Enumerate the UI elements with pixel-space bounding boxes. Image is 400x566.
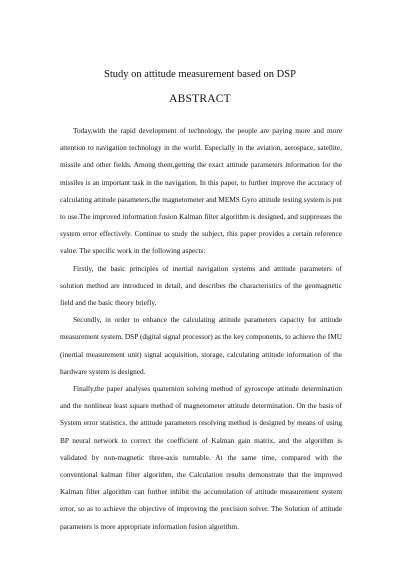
abstract-paragraph-intro: Today,with the rapid development of technology, the people are paying more and more attention to navigation technology in the world. Especially in the aviation, aerospace, satellite, missile and other fields. Among them,getting the exact attitude parameters information for the missiles is an important task in the navigation. In this paper, to further improve the accuracy of calculating attitude parameters,the magnetometer and MEMS Gyro attitude testing system is put to use.The improved information fusion Kalman filter algorithm is designed, and suppresses the system error effectively. Continue to study the subject, this paper provides a certain reference value. The specific work in the following aspects:	[60, 126, 342, 256]
abstract-heading: ABSTRACT	[169, 93, 231, 105]
abstract-body	[60, 122, 342, 535]
abstract-paragraph-firstly: Firstly, the basic principles of inertial navigation systems and attitude parameters of solution method are introduced in detail, and describes the characteristics of the geomagnetic field and the basic theory briefly.	[60, 263, 342, 308]
document-title: Study on attitude measurement based on DSP	[104, 69, 296, 80]
abstract-paragraph-secondly: Secondly, in order to enhance the calculating attitude parameters capacity for attitude measurement system, DSP (digital signal processor) as the key components, to achieve the IMU (inertial measurement unit) signal acquisition, storage, calculating attitude information of the hardware system is designed.	[60, 315, 342, 376]
abstract-paragraph-finally: Finally,the paper analyses quaternion solving method of gyroscope attitude determination and the nonlinear least square method of magnetometer attitude determination. On the basis of System error statistics, the attitude parameters resolving method is designed by means of using BP neural network to correct the coefficient of Kalman gain matrix, and the algorithm is validated by non-magnetic three-axis turntable. At the same time, compared with the conventional kalman filter algorithm, the Calculation results demonstrate that the improved Kalman filter algorithm can further inhibit the accumulation of attitude measurement system error, so as to achieve the objective of improving the precision solver. The Solution of attitude parameters is more appropriate information fusion algorithm.	[60, 384, 342, 531]
